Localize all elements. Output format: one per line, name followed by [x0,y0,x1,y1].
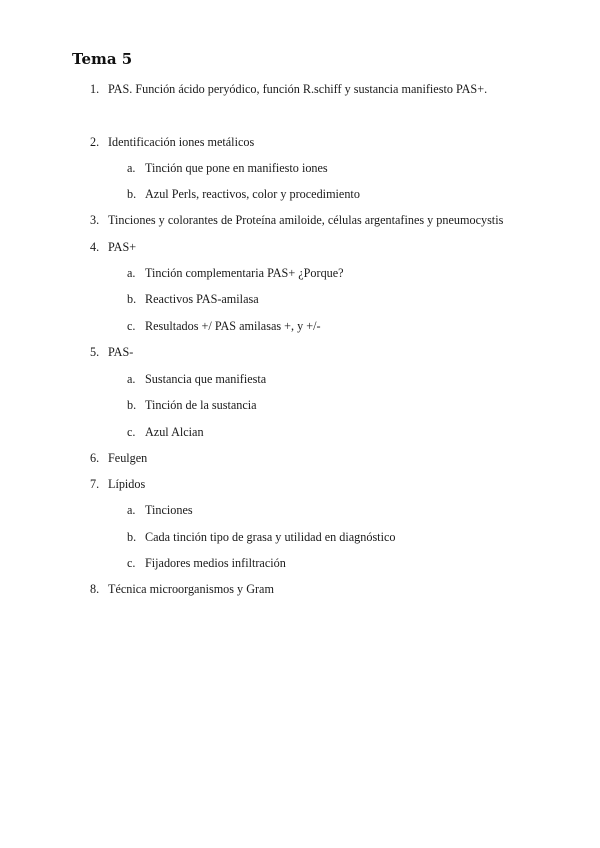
list-text: Azul Alcian [145,425,204,439]
list-marker: b. [127,398,137,412]
list-marker: 1. [90,82,100,96]
list-marker: c. [127,425,136,439]
list-marker: b. [127,530,137,544]
list-marker: a. [127,503,136,517]
list-text: PAS+ [108,240,137,254]
list-text: PAS- [108,345,134,359]
list-text: Azul Perls, reactivos, color y procedimiento [145,187,360,201]
list-marker: 5. [90,345,100,359]
list-marker: c. [127,319,136,333]
list-marker: 2. [90,135,100,149]
list-text: Sustancia que manifiesta [145,372,267,386]
list-text: Cada tinción tipo de grasa y utilidad en diagnóstico [145,530,396,544]
list-marker: 4. [90,240,100,254]
list-text: Tinción de la sustancia [145,398,257,412]
list-marker: c. [127,556,136,570]
list-marker: 7. [90,477,100,491]
list-text: Tinciones y colorantes de Proteína amiloide, células argentafines y pneumocystis [108,213,504,227]
list-marker: 6. [90,451,100,465]
list-text: Feulgen [108,451,148,465]
list-marker: 3. [90,213,100,227]
list-text: Reactivos PAS-amilasa [145,292,259,306]
list-text: Técnica microorganismos y Gram [108,582,274,596]
list-marker: a. [127,161,136,175]
list-marker: b. [127,187,137,201]
list-marker: 8. [90,582,100,596]
list-text: Resultados +/ PAS amilasas +, y +/- [145,319,321,333]
list-text: Tinción complementaria PAS+ ¿Porque? [145,266,344,280]
list-marker: a. [127,372,136,386]
list-text: Tinción que pone en manifiesto iones [145,161,328,175]
list-text: Identificación iones metálicos [108,135,255,149]
list-marker: a. [127,266,136,280]
list-text: Fijadores medios infiltración [145,556,286,570]
page-title: Tema 5 [72,50,133,68]
list-text: PAS. Función ácido peryódico, función R.schiff y sustancia manifiesto PAS+. [108,82,488,96]
list-text: Lípidos [108,477,146,491]
list-text: Tinciones [145,503,193,517]
list-marker: b. [127,292,137,306]
